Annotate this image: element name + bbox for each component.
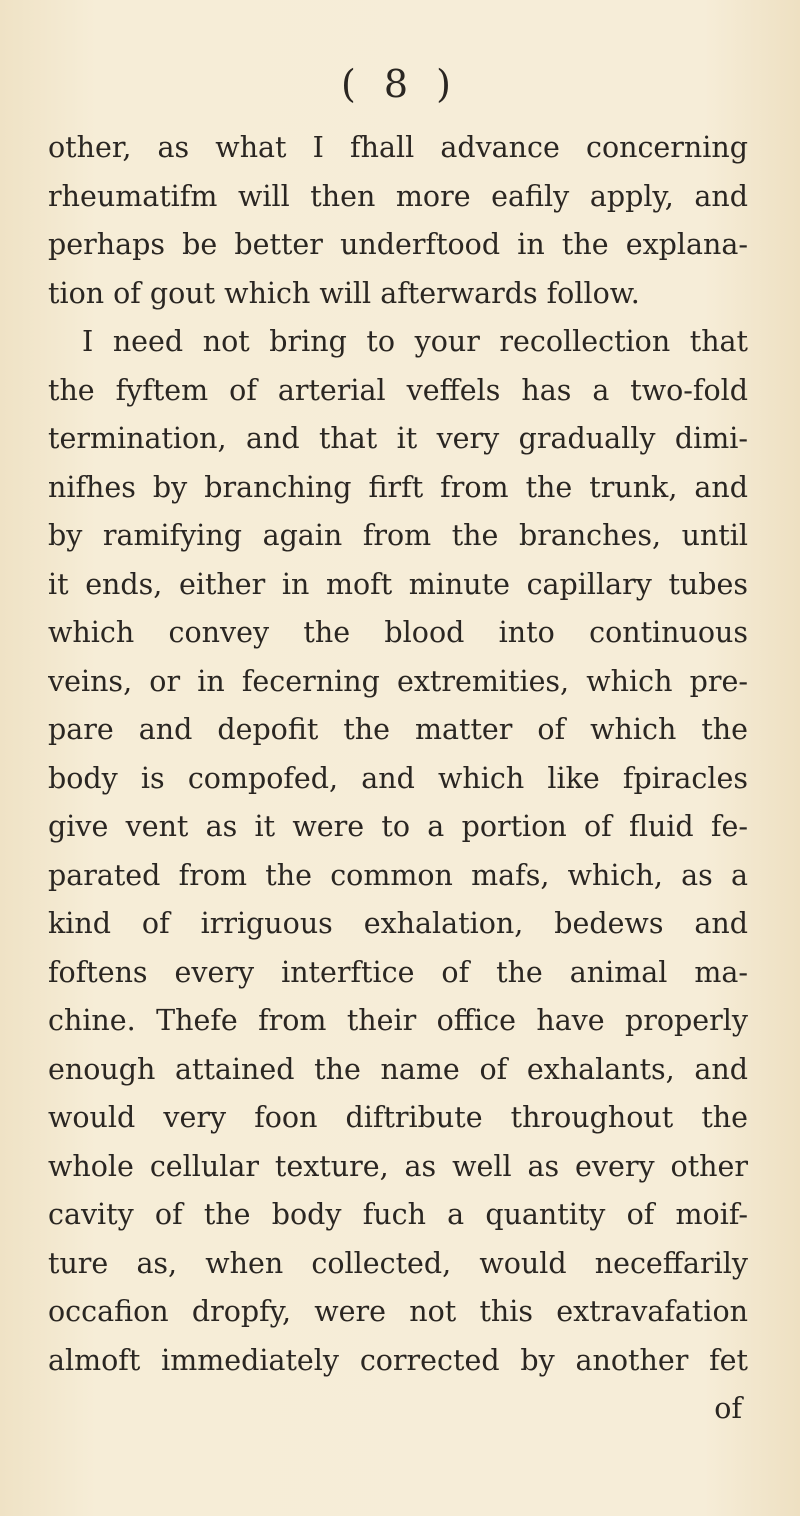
text-line-15: give vent as it were to a portion of fluid fe- [48, 810, 748, 843]
text-line-6: the fyftem of arterial veffels has a two-fold [48, 373, 748, 407]
text-line-7: termination, and that it very gradually dimi- [48, 422, 748, 455]
text-line-11: which convey the blood into continuous [48, 616, 748, 649]
text-line-19: chine. Thefe from their office have properly [48, 1004, 748, 1037]
text-line-10: it ends, either in moft minute capillary tubes [48, 567, 748, 601]
text-line-24: ture as, when collected, would neceffarily [48, 1246, 748, 1280]
text-line-5: I need not bring to your recollection that [82, 325, 748, 358]
text-line-13: pare and depofit the matter of which the [48, 713, 748, 746]
text-line-1: other, as what I fhall advance concerning [48, 131, 748, 164]
text-line-3: perhaps be better underftood in the explana- [48, 228, 748, 261]
text-line-21: would very foon diftribute throughout the [48, 1101, 748, 1134]
text-line-2: rheumatifm will then more eafily apply, and [48, 179, 748, 213]
text-line-9: by ramifying again from the branches, until [48, 519, 748, 552]
body-text [48, 124, 748, 1434]
text-line-4: tion of gout which will afterwards follow. [48, 276, 640, 310]
text-line-14: body is compofed, and which like fpiracles [48, 761, 748, 795]
catchword: of [714, 1392, 742, 1425]
text-line-23: cavity of the body fuch a quantity of moif- [48, 1198, 748, 1231]
text-line-26: almoft immediately corrected by another fet [48, 1343, 748, 1377]
text-line-25: occafion dropfy, were not this extravafation [48, 1295, 748, 1328]
text-line-12: veins, or in fecerning extremities, which pre- [48, 664, 748, 698]
text-line-20: enough attained the name of exhalants, and [48, 1052, 748, 1086]
text-line-17: kind of irriguous exhalation, bedews and [48, 907, 748, 940]
page-number: ( 8 ) [341, 62, 459, 106]
text-line-22: whole cellular texture, as well as every other [48, 1149, 748, 1183]
text-line-16: parated from the common mafs, which, as a [48, 858, 748, 892]
text-line-18: foftens every interftice of the animal ma- [48, 955, 748, 989]
text-line-8: nifhes by branching firft from the trunk, and [48, 470, 748, 504]
